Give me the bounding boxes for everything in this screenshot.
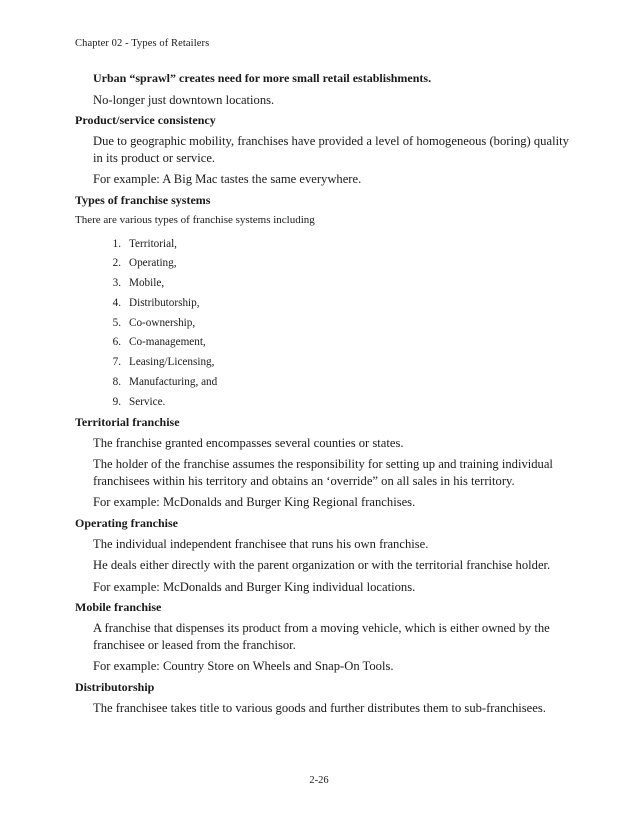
list-item-number: 5. — [112, 316, 121, 329]
list-item-text: Mobile, — [129, 277, 165, 290]
territorial-heading: Territorial franchise — [75, 414, 180, 429]
list-item — [75, 355, 575, 369]
list-item-number: 1. — [112, 237, 121, 250]
list-item-text: Leasing/Licensing, — [129, 356, 215, 369]
list-item-number: 9. — [112, 395, 121, 408]
list-item-number: 8. — [112, 376, 121, 389]
product-consistency-heading: Product/service consistency — [75, 113, 216, 127]
urban-sprawl-line: Urban “sprawl” creates need for more small retail establishments. — [93, 71, 432, 85]
operating-p2: He deals either directly with the parent organization or with the territorial franchise holder. — [93, 558, 551, 573]
list-item-text: Service. — [129, 395, 166, 408]
list-item — [75, 256, 575, 270]
product-consistency-p1: Due to geographic mobility, franchises have provided a level of homogeneous (boring) quality in its product or service. — [93, 134, 569, 165]
distributorship-p1: The franchisee takes title to various goods and further distributes them to sub-franchisees. — [93, 700, 546, 715]
territorial-p3: For example: McDonalds and Burger King Regional franchises. — [93, 495, 416, 510]
page-header: Chapter 02 - Types of Retailers — [75, 38, 210, 49]
operating-p3: For example: McDonalds and Burger King individual locations. — [93, 579, 416, 594]
territorial-p2: The holder of the franchise assumes the responsibility for setting up and training individual franchisees within his territory and obtains an ‘override” on all sales in his territory. — [93, 457, 553, 488]
list-item — [75, 316, 575, 330]
mobile-heading: Mobile franchise — [75, 600, 162, 615]
distributorship-heading: Distributorship — [75, 679, 155, 694]
list-item — [75, 395, 575, 409]
list-item-text: Manufacturing, and — [129, 376, 218, 389]
mobile-p1: A franchise that dispenses its product from a moving vehicle, which is either owned by the franchisee or leased from the franchisor. — [93, 621, 550, 652]
list-item-text: Territorial, — [129, 237, 177, 250]
list-item — [75, 296, 575, 310]
types-list — [75, 237, 575, 409]
list-item-text: Operating, — [129, 257, 177, 270]
list-item-text: Co-management, — [129, 336, 206, 349]
mobile-p2: For example: Country Store on Wheels and Snap-On Tools. — [93, 659, 394, 674]
list-item — [75, 276, 575, 290]
downtown-line: No-longer just downtown locations. — [93, 92, 275, 107]
types-intro: There are various types of franchise systems including — [75, 213, 315, 226]
list-item-text: Distributorship, — [129, 296, 200, 309]
list-item-number: 4. — [112, 296, 121, 309]
territorial-p1: The franchise granted encompasses several counties or states. — [93, 435, 404, 450]
list-item-number: 2. — [112, 257, 121, 270]
operating-p1: The individual independent franchisee that runs his own franchise. — [93, 536, 429, 551]
list-item-number: 6. — [112, 336, 121, 349]
page-content — [75, 70, 575, 721]
list-item — [75, 335, 575, 349]
types-heading: Types of franchise systems — [75, 192, 211, 207]
list-item-text: Co-ownership, — [129, 316, 196, 329]
list-item-number: 3. — [112, 277, 121, 290]
product-consistency-p2: For example: A Big Mac tastes the same everywhere. — [93, 172, 362, 186]
list-item — [75, 237, 575, 251]
list-item-number: 7. — [112, 356, 121, 369]
operating-heading: Operating franchise — [75, 515, 178, 530]
page-number: 2-26 — [309, 775, 329, 786]
list-item — [75, 375, 575, 389]
